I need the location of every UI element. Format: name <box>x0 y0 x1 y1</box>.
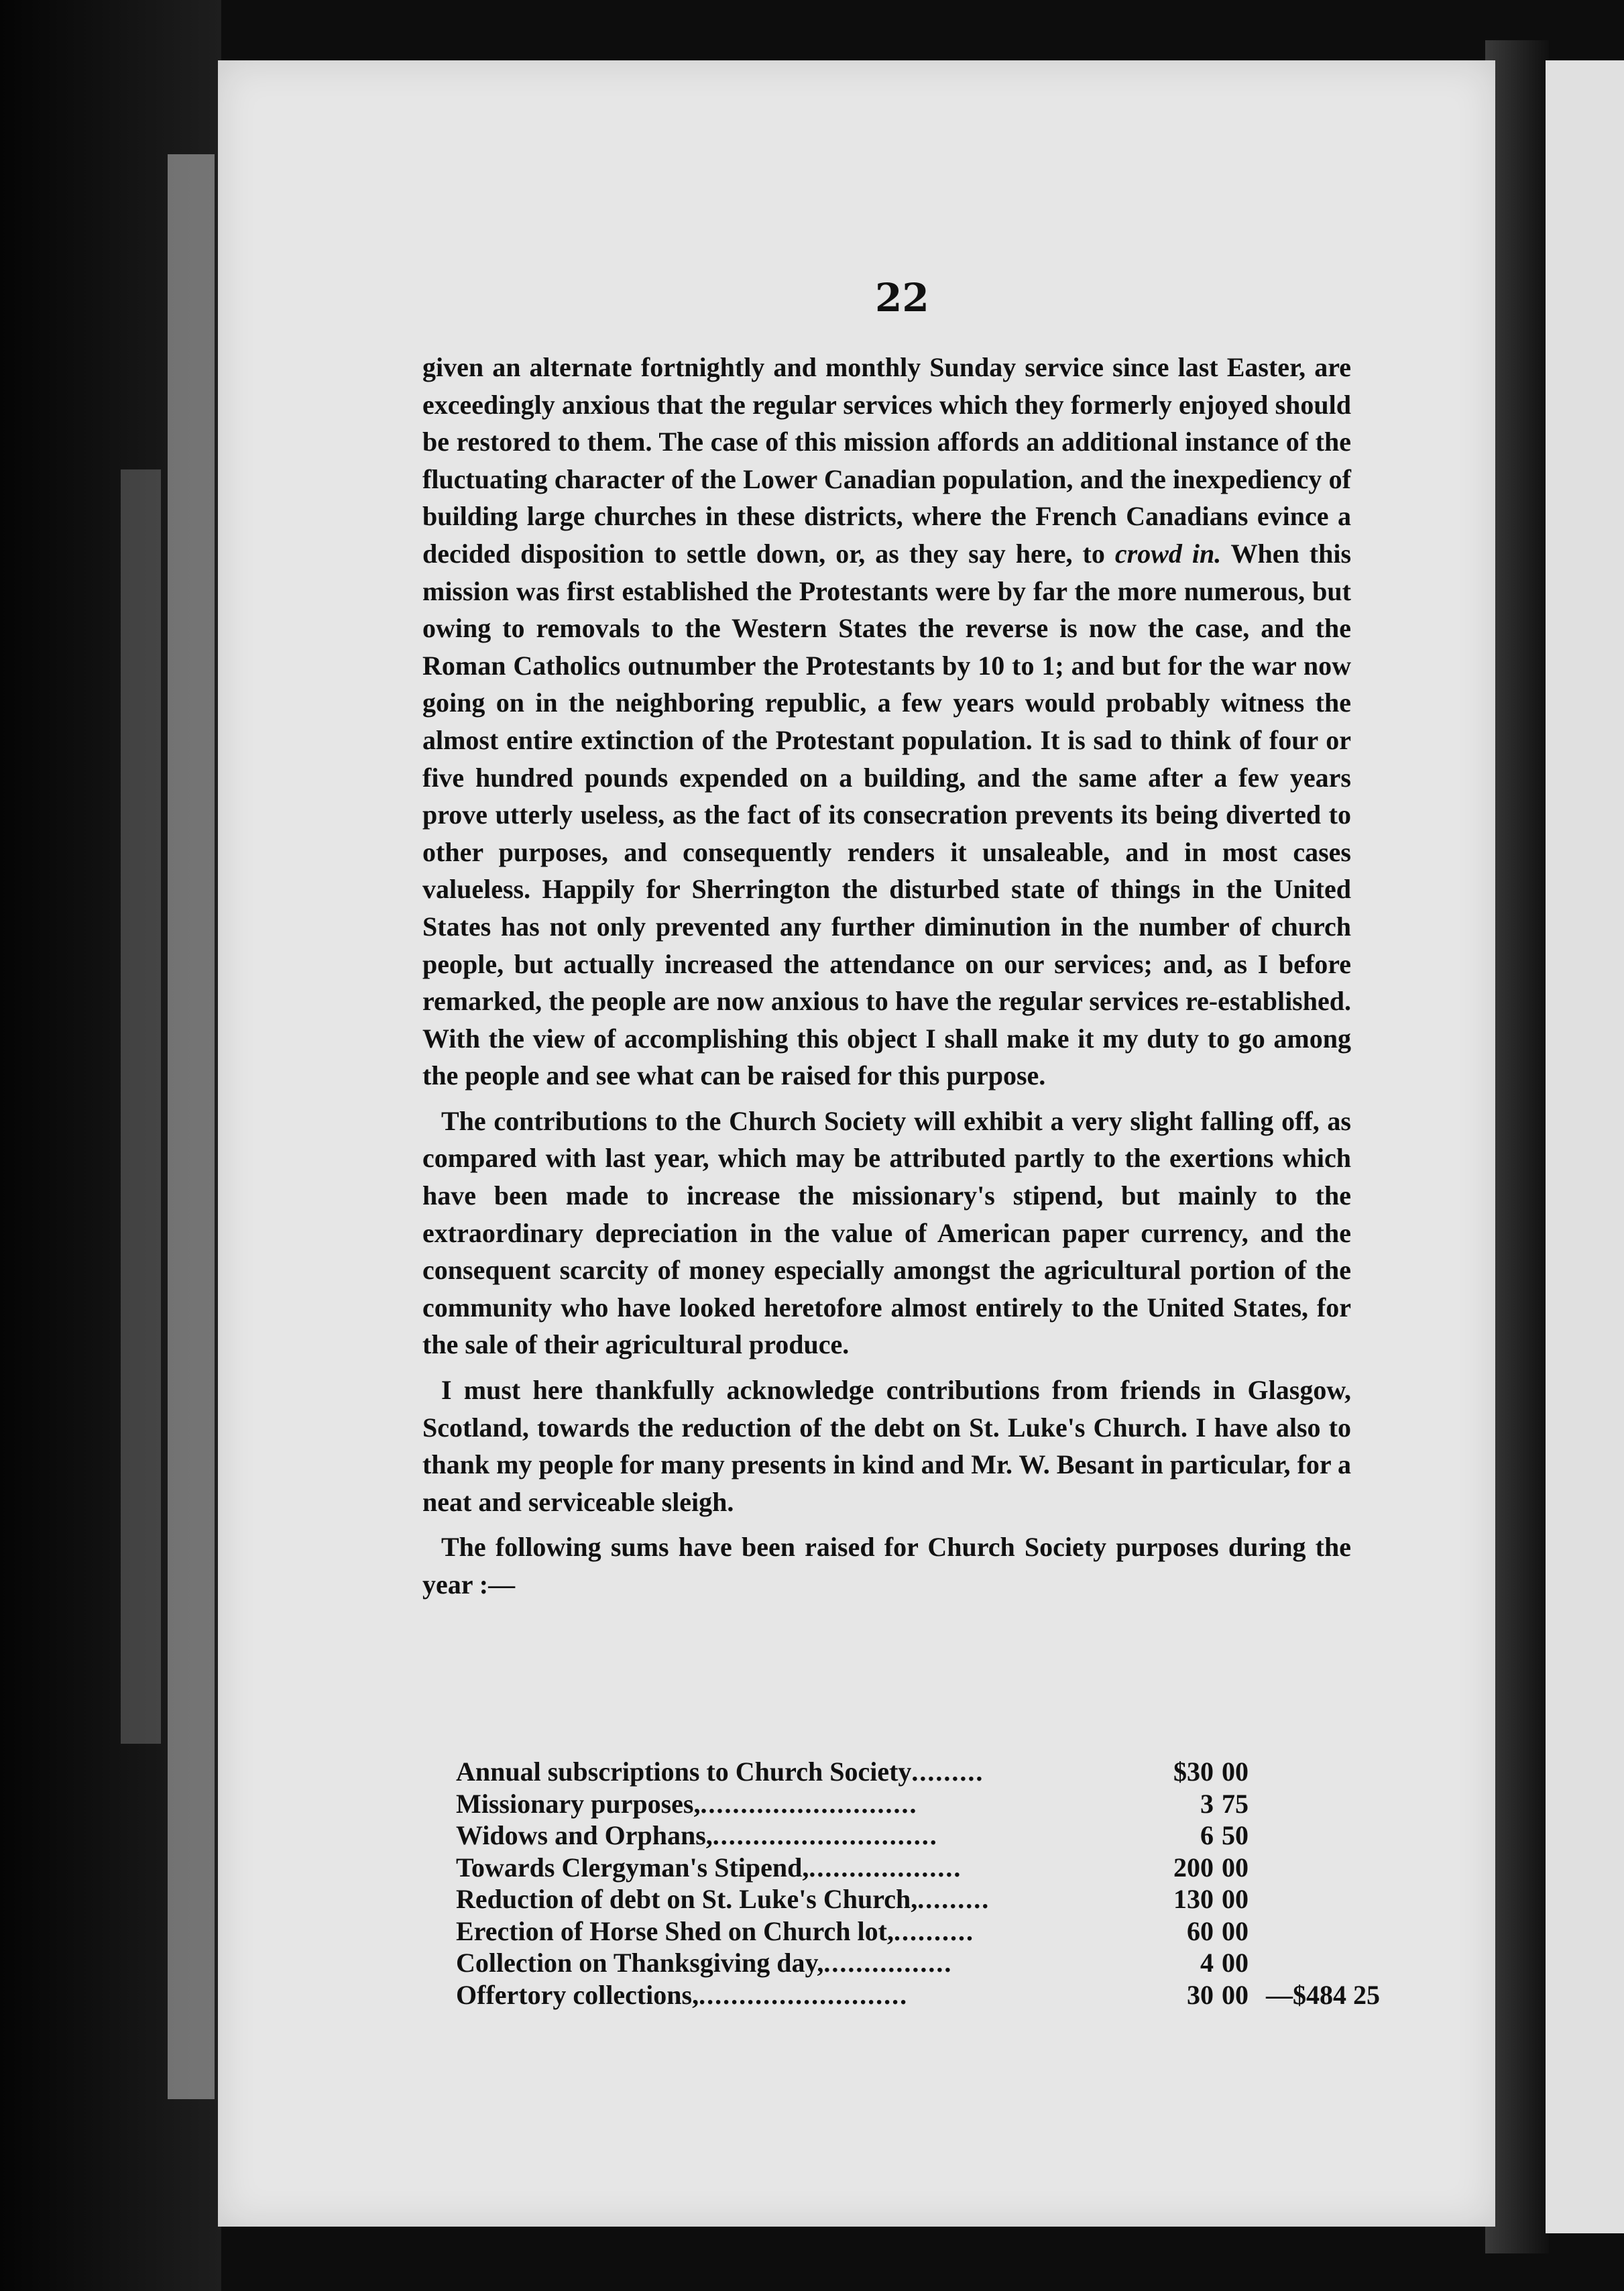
sums-item-label: Erection of Horse Shed on Church lot, <box>456 1915 894 1946</box>
sums-item-leader: ......... <box>911 1756 984 1787</box>
sums-item <box>456 1756 1133 1788</box>
sums-dollars: 4 <box>1200 1948 1214 1978</box>
sums-item-label: Widows and Orphans, <box>456 1820 713 1850</box>
sums-item-leader: ............................ <box>712 1820 938 1850</box>
sums-item-leader: ................ <box>823 1948 953 1978</box>
sums-row <box>456 1947 1380 1979</box>
sums-dollars: 30 <box>1187 1979 1214 2010</box>
sums-dollars: 130 <box>1173 1884 1214 1914</box>
sums-total <box>1262 1915 1380 1948</box>
paragraph-1-text: given an alternate fortnightly and monthly Sunday service since last Easter, are exceedingly anxious that the regular services which they formerly enjoyed should be restored to them. The case of this mission affords an additional instance of the fluctuating character of the Lower Canadian population, and the inexpediency of building large churches in these districts, where the French Canadians evince a decided disposition to settle down, or, as they say here, to <box>422 352 1351 569</box>
sums-cents: 75 <box>1222 1788 1249 1819</box>
sums-item-leader: ................... <box>809 1852 962 1883</box>
sums-cents: 00 <box>1222 1948 1249 1978</box>
sums-total <box>1262 1852 1380 1884</box>
sums-dollars: 200 <box>1173 1852 1214 1883</box>
sums-table <box>456 1756 1380 2011</box>
sums-cents: 00 <box>1222 1884 1249 1914</box>
sums-cents: 00 <box>1222 1979 1249 2010</box>
paragraph-3: I must here thankfully acknowledge contributions from friends in Glasgow, Scotland, towards the reduction of the debt on St. Luke's Church. I have also to thank my people for many presents in kind and Mr. W. Besant in particular, for a neat and serviceable sleigh. <box>422 1375 1351 1517</box>
sums-row <box>456 1788 1380 1820</box>
sums-item <box>456 1915 1133 1948</box>
sums-item <box>456 1979 1133 2011</box>
facing-page-edge <box>1546 60 1624 2233</box>
sums-cents: 00 <box>1222 1915 1249 1946</box>
sums-row <box>456 1979 1380 2011</box>
sums-table-body <box>456 1756 1380 2011</box>
sums-row <box>456 1820 1380 1852</box>
sums-cents: 00 <box>1222 1756 1249 1787</box>
paragraph-1 <box>422 349 1351 1095</box>
paragraph-2: The contributions to the Church Society will exhibit a very slight falling off, as compared with last year, which may be attributed partly to the exertions which have been made to increase the missionary's stipend, but mainly to the extraordinary depreciation in the value of American paper currency, and the consequent scarcity of money especially amongst the agricultural portion of the community who have looked heretofore almost entirely to the United States, for the sale of their agricultural produce. <box>422 1105 1351 1360</box>
sums-row <box>456 1883 1380 1915</box>
sums-item-label: Collection on Thanksgiving day, <box>456 1948 824 1978</box>
sums-item <box>456 1820 1133 1852</box>
paragraph-4: The following sums have been raised for Church Society purposes during the year :— <box>422 1532 1351 1600</box>
page-edges-shadow <box>121 469 161 1744</box>
page-number: 22 <box>875 275 929 321</box>
sums-item-label: Missionary purposes, <box>456 1788 701 1819</box>
sums-dollars: 6 <box>1200 1820 1214 1850</box>
sums-item <box>456 1947 1133 1979</box>
sums-total: —$484 25 <box>1266 1979 1380 2010</box>
sums-item-label: Reduction of debt on St. Luke's Church, <box>456 1884 918 1914</box>
sums-item-leader: .......... <box>894 1915 974 1946</box>
italic-phrase: crowd in. <box>1114 538 1222 569</box>
sums-cents: 00 <box>1222 1852 1249 1883</box>
sums-row <box>456 1756 1380 1788</box>
sums-dollars: $30 <box>1173 1756 1214 1787</box>
sums-item <box>456 1883 1133 1915</box>
sums-total <box>1262 1756 1380 1788</box>
sums-item-label: Annual subscriptions to Church Society <box>456 1756 912 1787</box>
sums-row <box>456 1915 1380 1948</box>
sums-dollars: 60 <box>1187 1915 1214 1946</box>
sums-total <box>1262 1788 1380 1820</box>
sums-item-leader: ........................... <box>700 1788 918 1819</box>
sums-item-label: Offertory collections, <box>456 1979 699 2010</box>
sums-dollars: 3 <box>1200 1788 1214 1819</box>
sums-item-label: Towards Clergyman's Stipend, <box>456 1852 809 1883</box>
sums-item <box>456 1852 1133 1884</box>
body-text <box>422 349 1351 1612</box>
sums-item <box>456 1788 1133 1820</box>
sums-item-leader: .......................... <box>699 1979 909 2010</box>
page-edges <box>168 154 215 2099</box>
sums-item-leader: ......... <box>917 1884 990 1914</box>
paragraph-1-continued: When this mission was first established the Protestants were by far the more numerous, but owing to removals to the Western States the reverse is now the case, and the Roman Catholics outnumber the Protestants by 10 to 1; and but for the war now going on in the neighboring republic, a few years would probably witness the almost entire extinction of the Protestant population. It is sad to think of four or five hundred pounds expended on a building, and the same after a few years prove utterly useless, as the fact of its consecration prevents its being diverted to other purposes, and consequently renders it unsaleable, and in most cases valueless. Happily for Sherrington the disturbed state of things in the United States has not only prevented any further diminution in the number of church people, but actually increased the attendance on our services; and, as I before remarked, the people are now anxious to have the regular services re-established. With the view of accomplishing this object I shall make it my duty to go among the people and see what can be raised for this purpose. <box>422 538 1352 1091</box>
sums-total <box>1262 1883 1380 1915</box>
sums-row <box>456 1852 1380 1884</box>
sums-total <box>1262 1820 1380 1852</box>
sums-total <box>1262 1947 1380 1979</box>
sums-cents: 50 <box>1222 1820 1249 1850</box>
